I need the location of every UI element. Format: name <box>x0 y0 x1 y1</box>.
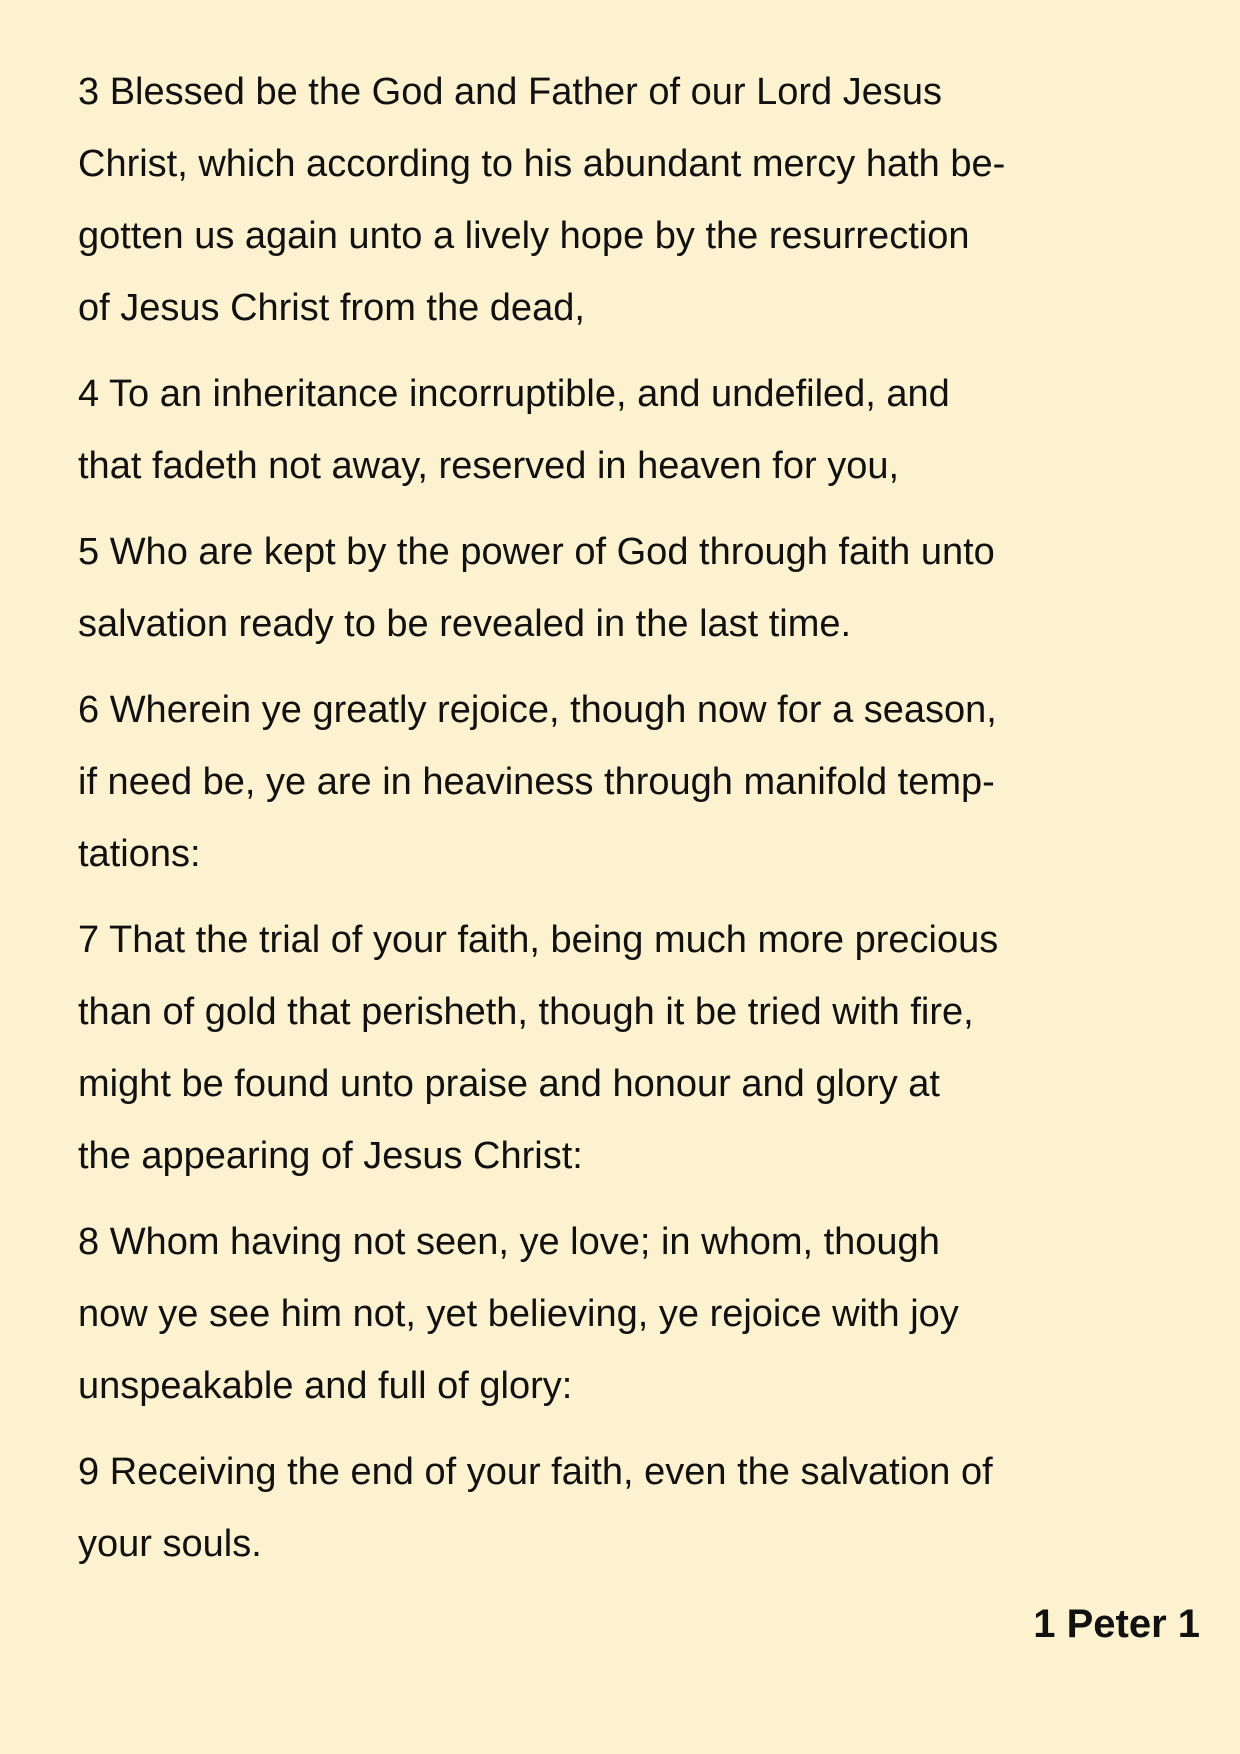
verse-line: gotten us again unto a lively hope by the resurrection <box>78 215 970 257</box>
verse-9 <box>78 1436 1200 1580</box>
verse-line: 9 Receiving the end of your faith, even the salvation of <box>78 1451 993 1493</box>
verse-line: might be found unto praise and honour and glory at <box>78 1063 940 1105</box>
verse-line: 4 To an inheritance incorruptible, and undefiled, and <box>78 373 950 415</box>
verse-line: the appearing of Jesus Christ: <box>78 1135 583 1177</box>
verse-4 <box>78 358 1200 502</box>
verse-line: 5 Who are kept by the power of God through faith unto <box>78 531 995 573</box>
verse-3 <box>78 56 1200 344</box>
verse-line: than of gold that perisheth, though it be tried with fire, <box>78 991 974 1033</box>
verse-line: of Jesus Christ from the dead, <box>78 287 585 329</box>
verse-5 <box>78 516 1200 660</box>
verse-line: Christ, which according to his abundant mercy hath be- <box>78 143 1006 185</box>
scripture-reference: 1 Peter 1 <box>1033 1602 1200 1646</box>
verse-line: your souls. <box>78 1523 262 1565</box>
verse-line: salvation ready to be revealed in the last time. <box>78 603 852 645</box>
verse-8 <box>78 1206 1200 1422</box>
verse-line: unspeakable and full of glory: <box>78 1365 573 1407</box>
verse-line: 6 Wherein ye greatly rejoice, though now for a season, <box>78 689 997 731</box>
verse-line: 8 Whom having not seen, ye love; in whom, though <box>78 1221 940 1263</box>
verse-line: 3 Blessed be the God and Father of our Lord Jesus <box>78 71 942 113</box>
verse-line: 7 That the trial of your faith, being much more precious <box>78 919 999 961</box>
verse-line: if need be, ye are in heaviness through manifold temp- <box>78 761 995 803</box>
verse-line: tations: <box>78 833 201 875</box>
verse-6 <box>78 674 1200 890</box>
verse-line: now ye see him not, yet believing, ye rejoice with joy <box>78 1293 959 1335</box>
verse-7 <box>78 904 1200 1192</box>
verse-line: that fadeth not away, reserved in heaven for you, <box>78 445 900 487</box>
